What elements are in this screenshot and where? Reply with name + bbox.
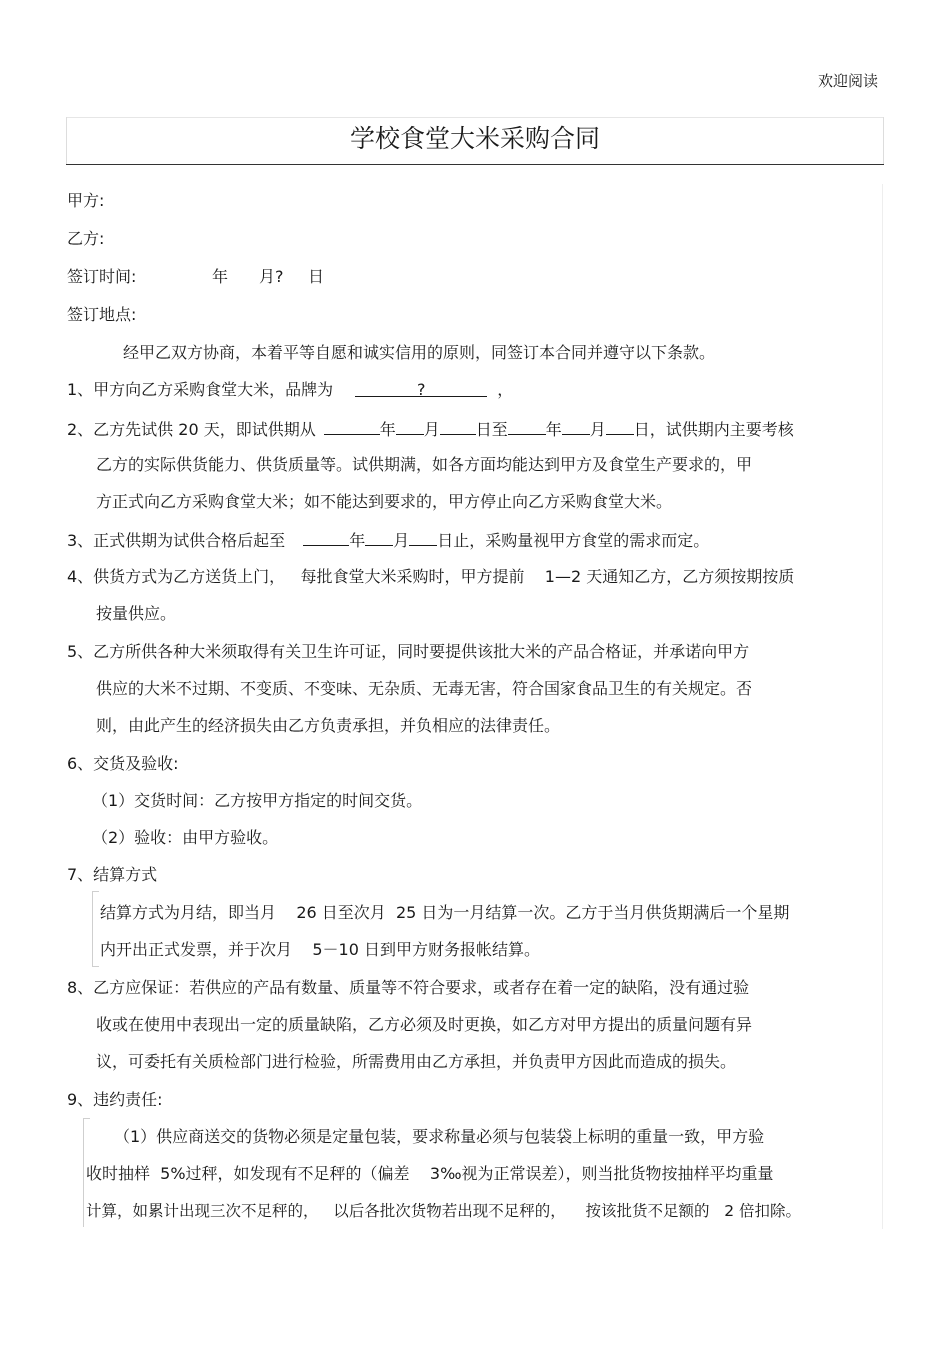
trial-start-year-blank <box>324 417 380 435</box>
title-underline <box>66 164 884 165</box>
clause-8-line-1: 8、乙方应保证：若供应的产品有数量、质量等不符合要求，或者存在着一定的缺陷，没有通过验 <box>67 978 750 997</box>
clause-6-heading: 6、交货及验收: <box>67 754 179 773</box>
clause-8-line-2: 收或在使用中表现出一定的质量缺陷，乙方必须及时更换，如乙方对甲方提出的质量问题有异 <box>96 1015 753 1034</box>
sign-month: 月? <box>259 267 284 286</box>
page-frame-right <box>882 184 883 1229</box>
sign-year: 年 <box>212 267 229 286</box>
clause-1-end: ， <box>497 380 514 399</box>
sign-day: 日 <box>308 267 325 286</box>
clause-2-line-2: 乙方的实际供货能力、供货质量等。试供期满，如各方面均能达到甲方及食堂生产要求的，甲 <box>96 455 753 474</box>
trial-start-month-blank <box>396 417 424 435</box>
trial-end-year: 年 <box>545 420 562 439</box>
clause-3-lead: 3、正式供期为试供合格后起至 <box>67 531 286 550</box>
formal-month: 月 <box>393 531 410 550</box>
trial-end-month: 月 <box>589 420 606 439</box>
formal-year: 年 <box>349 531 366 550</box>
clause-9-line-2: 收时抽样 5%过秤，如发现有不足秤的（偏差 3‰视为正常误差），则当批货物按抽样平均重量 <box>86 1164 774 1183</box>
trial-start-day-blank <box>440 417 476 435</box>
clause-9-line-1: （1）供应商送交的货物必须是定量包装，要求称量必须与包装袋上标明的重量一致，甲方验 <box>114 1127 765 1146</box>
formal-day-blank <box>409 528 437 546</box>
clause-4-line-2: 按量供应。 <box>96 604 177 623</box>
clause-2-line-1 <box>67 417 794 441</box>
trial-end-month-blank <box>562 417 590 435</box>
formal-month-blank <box>365 528 393 546</box>
formal-year-blank <box>303 528 349 546</box>
clause-7-bracket <box>92 891 99 967</box>
clause-2-line-3: 方正式向乙方采购食堂大米；如不能达到要求的，甲方停止向乙方采购食堂大米。 <box>96 492 673 511</box>
clause-2-lead: 2、乙方先试供 20 天，即试供期从 <box>67 420 316 439</box>
clause-9-heading: 9、违约责任: <box>67 1090 163 1109</box>
title-frame-top <box>66 117 884 118</box>
sign-time-label: 签订时间: <box>67 267 137 286</box>
clause-9-line-3: 计算，如累计出现三次不足秤的， 以后各批次货物若出现不足秤的， 按该批货不足额的 2 倍扣除。 <box>86 1202 802 1220</box>
trial-start-year: 年 <box>379 420 396 439</box>
preamble: 经甲乙双方协商，本着平等自愿和诚实信用的原则，同签订本合同并遵守以下条款。 <box>123 343 716 362</box>
clause-1 <box>67 379 513 401</box>
sign-place-label: 签订地点: <box>67 305 137 324</box>
trial-end-year-blank <box>508 417 546 435</box>
clause-5-line-1: 5、乙方所供各种大米须取得有关卫生许可证，同时要提供该批大米的产品合格证，并承诺向甲方 <box>67 642 750 661</box>
clause-4-line-1: 4、供货方式为乙方送货上门， 每批食堂大米采购时，甲方提前 1—2 天通知乙方，乙方须按期按质 <box>67 567 795 586</box>
trial-end-day-blank <box>606 417 634 435</box>
clause-2-tail: 日，试供期内主要考核 <box>633 420 794 439</box>
document-title: 学校食堂大米采购合同 <box>349 124 600 153</box>
clause-5-line-2: 供应的大米不过期、不变质、不变味、无杂质、无毒无害，符合国家食品卫生的有关规定。否 <box>96 679 753 698</box>
brand-blank: ? <box>355 379 487 397</box>
clause-3 <box>67 528 709 552</box>
clause-6-item-1: （1）交货时间：乙方按甲方指定的时间交货。 <box>92 791 423 810</box>
clause-7-heading: 7、结算方式 <box>67 865 158 884</box>
trial-start-month: 月 <box>423 420 440 439</box>
party-b-label: 乙方: <box>67 229 105 248</box>
clause-3-tail: 日止，采购量视甲方食堂的需求而定。 <box>437 531 710 550</box>
clause-5-line-3: 则，由此产生的经济损失由乙方负责承担，并负相应的法律责任。 <box>96 716 561 735</box>
clause-7-line-1: 结算方式为月结，即当月 26 日至次月 25 日为一月结算一次。乙方于当月供货期满后一个星期 <box>100 903 790 922</box>
header-note: 欢迎阅读 <box>817 72 878 90</box>
clause-8-line-3: 议，可委托有关质检部门进行检验，所需费用由乙方承担，并负责甲方因此而造成的损失。 <box>96 1052 737 1071</box>
clause-1-text: 1、甲方向乙方采购食堂大米，品牌为 <box>67 380 334 399</box>
party-a-label: 甲方: <box>67 191 105 210</box>
clause-7-line-2: 内开出正式发票，并于次月 5－10 日到甲方财务报帐结算。 <box>100 940 540 959</box>
trial-start-day: 日至 <box>475 420 508 439</box>
clause-6-item-2: （2）验收：由甲方验收。 <box>92 828 279 847</box>
